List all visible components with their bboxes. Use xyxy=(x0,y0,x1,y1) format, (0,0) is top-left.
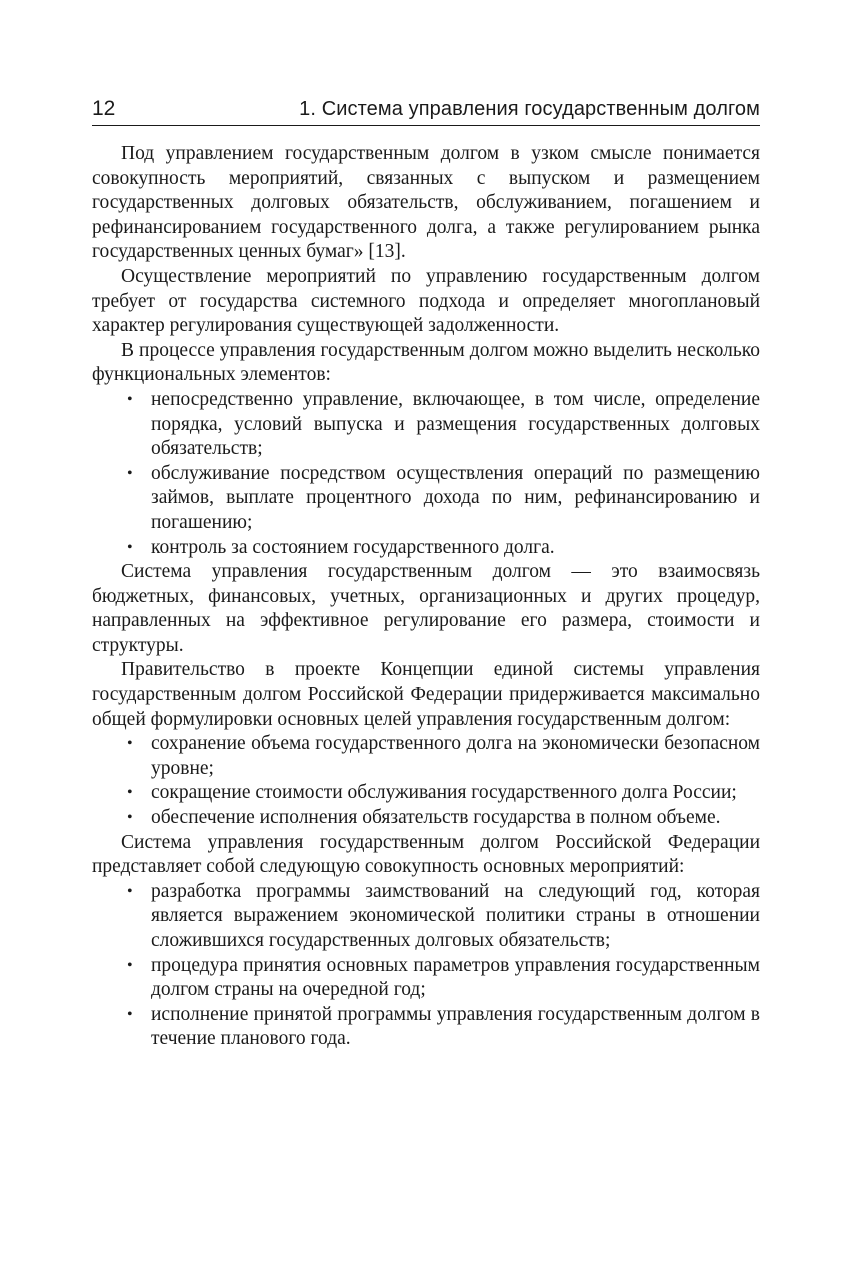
list-item-text: контроль за состоянием государственного долга. xyxy=(151,536,555,558)
list-item-text: непосредственно управление, включающее, в том числе, определение порядка, условий выпуска и размещения государственных долговых обязательств; xyxy=(151,388,760,460)
list-item xyxy=(127,388,760,462)
list-item xyxy=(127,806,760,831)
paragraph-1: Под управлением государственным долгом в узком смысле понимается совокупность мероприятий, связанных с выпуском и размещением государственных долговых обязательств, обслуживанием, погашением и рефинансированием государственного долга, а также регулированием рынка государственных ценных бумаг» [13]. xyxy=(92,143,760,263)
running-head xyxy=(92,96,760,126)
list-item-text: обслуживание посредством осуществления операций по размещению займов, выплате процентного дохода по ним, рефинансированию и погашению; xyxy=(151,462,760,533)
list-item-text: процедура принятия основных параметров управления государственным долгом страны на очередной год; xyxy=(151,954,760,1001)
bullet-icon: • xyxy=(127,464,133,482)
chapter-title: 1. Система управления государственным долгом xyxy=(299,98,760,120)
list-item xyxy=(127,1003,760,1052)
bullet-icon: • xyxy=(127,809,133,827)
page-number: 12 xyxy=(92,97,116,120)
paragraph-3: В процессе управления государственным долгом можно выделить несколько функциональных элементов: xyxy=(92,339,760,386)
list-item-text: сокращение стоимости обслуживания государственного долга России; xyxy=(151,782,737,804)
list-item xyxy=(127,462,760,536)
paragraph-2: Осуществление мероприятий по управлению государственным долгом требует от государства системного подхода и определяет многоплановый характер регулирования существующей задолженности. xyxy=(92,265,760,337)
list-item xyxy=(127,536,760,561)
book-page xyxy=(92,96,760,1052)
list-item xyxy=(127,880,760,954)
bullet-icon: • xyxy=(127,956,133,974)
list-item xyxy=(127,732,760,781)
list-item-text: сохранение объема государственного долга на экономически безопасном уровне; xyxy=(151,733,760,779)
list-item-text: разработка программы заимствований на следующий год, которая является выражением экономической политики страны в отношении сложившихся государственных долговых обязательств; xyxy=(151,880,760,951)
bullet-icon: • xyxy=(127,1005,133,1023)
paragraph-4: Система управления государственным долгом — это взаимосвязь бюджетных, финансовых, учетных, организационных и других процедур, направленных на эффективное регулирование его размера, стоимости и структуры. xyxy=(92,561,760,656)
body-text xyxy=(92,142,760,1052)
bullet-icon: • xyxy=(127,882,133,900)
list-item xyxy=(127,954,760,1003)
paragraph-6: Система управления государственным долгом Российской Федерации представляет собой следующую совокупность основных мероприятий: xyxy=(92,831,760,878)
management-goals-list xyxy=(92,732,760,830)
bullet-icon: • xyxy=(127,784,133,802)
bullet-icon: • xyxy=(127,538,133,556)
functional-elements-list xyxy=(92,388,760,560)
bullet-icon: • xyxy=(127,735,133,753)
paragraph-5: Правительство в проекте Концепции единой системы управления государственным долгом Российской Федерации придерживается максимально общей формулировки основных целей управления государственным долгом: xyxy=(92,659,760,730)
list-item xyxy=(127,781,760,806)
system-measures-list xyxy=(92,880,760,1052)
bullet-icon: • xyxy=(127,390,133,408)
list-item-text: исполнение принятой программы управления государственным долгом в течение планового года. xyxy=(151,1003,760,1050)
list-item-text: обеспечение исполнения обязательств государства в полном объеме. xyxy=(151,807,721,829)
